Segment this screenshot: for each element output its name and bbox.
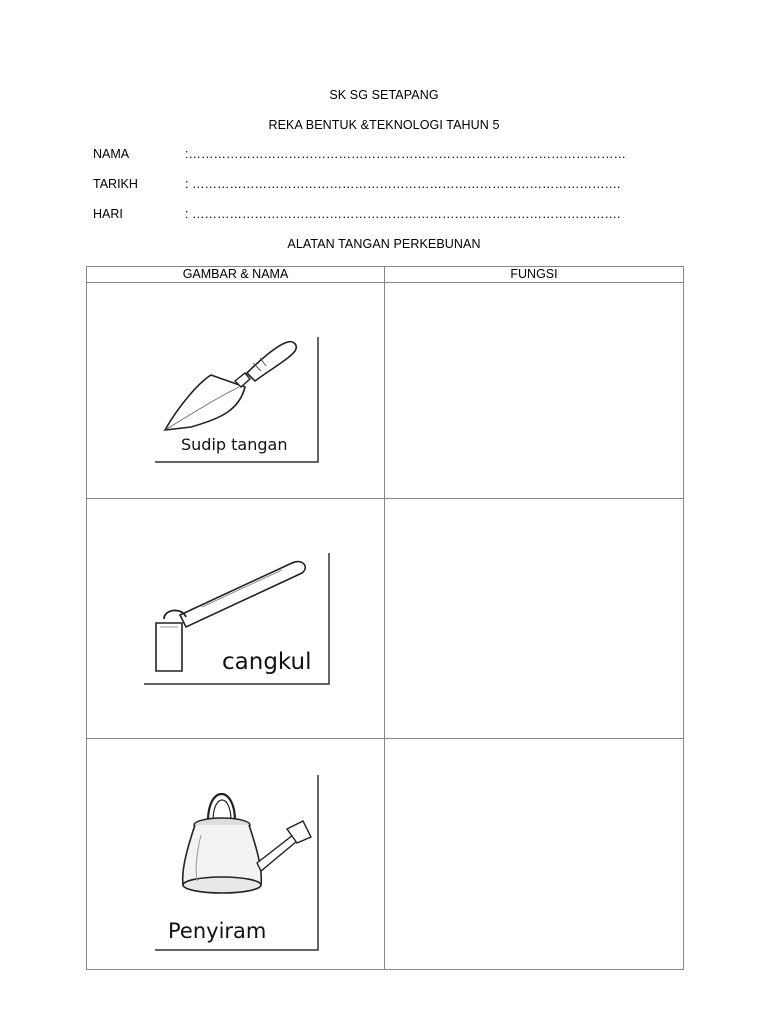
tool-name-label: Penyiram bbox=[168, 919, 267, 943]
table-row bbox=[87, 739, 684, 970]
tool-name-label: cangkul bbox=[222, 649, 312, 675]
column-header-picture-name: GAMBAR & NAMA bbox=[87, 267, 385, 283]
tool-name-label: Sudip tangan bbox=[181, 435, 288, 454]
picture-cell-trowel bbox=[87, 283, 385, 499]
section-title: ALATAN TANGAN PERKEBUNAN bbox=[287, 237, 481, 251]
table-header-row bbox=[87, 267, 684, 283]
picture-cell-watering-can bbox=[87, 739, 385, 970]
function-cell[interactable] bbox=[385, 499, 684, 739]
hoe-picture-card bbox=[142, 551, 332, 685]
watering-can-picture-card bbox=[153, 773, 321, 951]
name-field[interactable] bbox=[93, 147, 683, 165]
worksheet-subject: REKA BENTUK &TEKNOLOGI TAHUN 5 bbox=[268, 118, 500, 132]
table-row bbox=[87, 499, 684, 739]
school-name: SK SG SETAPANG bbox=[329, 88, 439, 102]
table-row bbox=[87, 283, 684, 499]
date-field[interactable] bbox=[93, 177, 683, 195]
date-field-label: TARIKH bbox=[93, 177, 138, 191]
trowel-picture-card bbox=[153, 335, 321, 463]
name-field-line[interactable]: :…………………………………………………………………………………………… bbox=[185, 147, 626, 161]
picture-cell-hoe bbox=[87, 499, 385, 739]
day-field-label: HARI bbox=[93, 207, 123, 221]
function-cell[interactable] bbox=[385, 283, 684, 499]
date-field-line[interactable]: : …………………………………………………………………………………………. bbox=[185, 177, 621, 191]
day-field-line[interactable]: : …………………………………………………………………………………………. bbox=[185, 207, 621, 221]
day-field[interactable] bbox=[93, 207, 683, 225]
name-field-label: NAMA bbox=[93, 147, 130, 161]
column-header-function: FUNGSI bbox=[385, 267, 684, 283]
function-cell[interactable] bbox=[385, 739, 684, 970]
tools-table bbox=[86, 266, 684, 970]
